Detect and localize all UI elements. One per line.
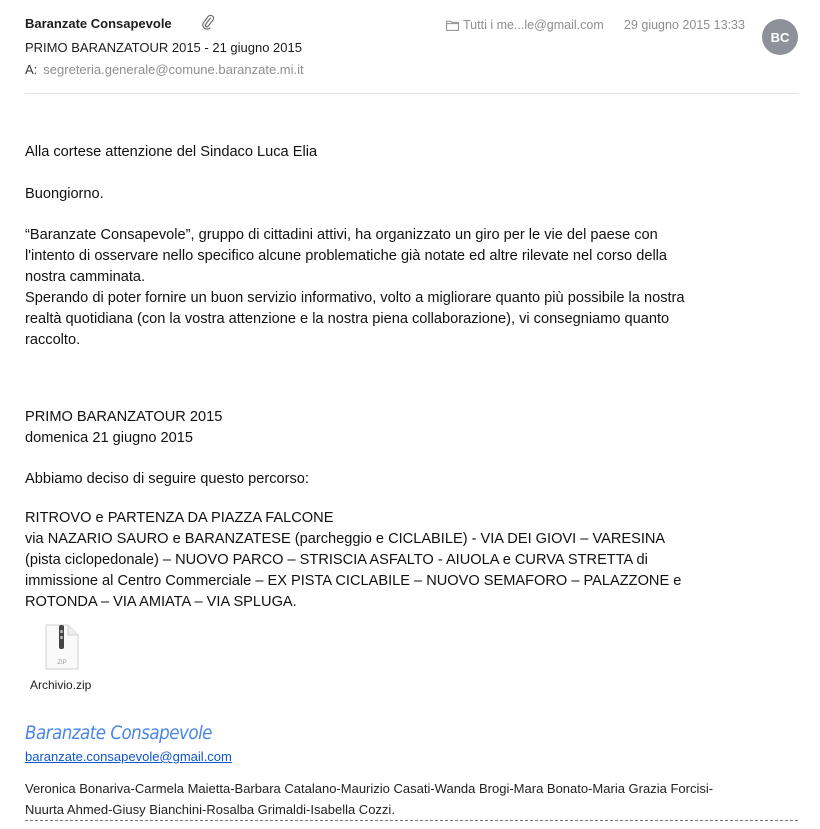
event-block bbox=[25, 407, 222, 449]
avatar[interactable]: BC bbox=[762, 19, 798, 55]
attachment-name: Archivio.zip bbox=[30, 678, 92, 692]
paragraph-line: Sperando di poter fornire un buon servizio informativo, volto a migliorare quanto più possibile la nostra bbox=[25, 290, 685, 306]
zip-type-label: ZIP bbox=[57, 660, 67, 666]
to-label: A: bbox=[25, 62, 38, 77]
folder-icon bbox=[446, 20, 459, 31]
greeting-line: Alla cortese attenzione del Sindaco Luca Elia bbox=[25, 144, 318, 160]
route-line: immissione al Centro Commerciale – EX PISTA CICLABILE – NUOVO SEMAFORO – PALAZZONE e bbox=[25, 573, 682, 589]
members-list bbox=[25, 778, 713, 820]
zip-file-icon bbox=[44, 624, 80, 670]
message-header bbox=[0, 0, 820, 94]
route-intro: Abbiamo deciso di seguire questo percorso: bbox=[25, 471, 309, 487]
paperclip-icon bbox=[201, 14, 215, 30]
intro-paragraph bbox=[25, 225, 685, 351]
mailbox-label[interactable] bbox=[446, 18, 604, 32]
header-divider bbox=[25, 93, 798, 94]
mailbox-name: Tutti i me...le@gmail.com bbox=[463, 18, 604, 32]
members-line: Nuurta Ahmed-Giusy Bianchini-Rosalba Grimaldi-Isabella Cozzi. bbox=[25, 802, 395, 817]
route-line: via NAZARIO SAURO e BARANZATESE (parcheggio e CICLABILE) - VIA DEI GIOVI – VARESINA bbox=[25, 531, 666, 547]
paragraph-line: nostra camminata. bbox=[25, 269, 146, 285]
event-date: domenica 21 giugno 2015 bbox=[25, 430, 193, 446]
route-line: RITROVO e PARTENZA DA PIAZZA FALCONE bbox=[25, 510, 334, 526]
subject-line: PRIMO BARANZATOUR 2015 - 21 giugno 2015 bbox=[25, 40, 302, 55]
hello-line: Buongiorno. bbox=[25, 186, 104, 202]
recipient-row bbox=[25, 62, 304, 77]
recipient-address[interactable]: segreteria.generale@comune.baranzate.mi.it bbox=[43, 62, 304, 77]
signature-name: Baranzate Consapevole bbox=[25, 722, 212, 744]
paragraph-line: “Baranzate Consapevole”, gruppo di cittadini attivi, ha organizzato un giro per le vie del paese con bbox=[25, 227, 658, 243]
route-line: (pista ciclopedonale) – NUOVO PARCO – STRISCIA ASFALTO - AIUOLA e CURVA STRETTA di bbox=[25, 552, 648, 568]
dashed-separator bbox=[25, 820, 798, 821]
members-line: Veronica Bonariva-Carmela Maietta-Barbara Catalano-Maurizio Casati-Wanda Brogi-Mara Bonato-Maria Grazia Forcisi- bbox=[25, 781, 714, 796]
attachment-archivio-zip[interactable] bbox=[30, 624, 102, 692]
route-line: ROTONDA – VIA AMIATA – VIA SPLUGA. bbox=[25, 594, 297, 610]
paragraph-line: l'intento di osservare nello specifico alcune problematiche già notate ed altre rilevate nel corso della bbox=[25, 248, 668, 264]
route-description bbox=[25, 508, 681, 613]
message-date: 29 giugno 2015 13:33 bbox=[624, 18, 745, 32]
paragraph-line: realtà quotidiana (con la vostra attenzione e la nostra piena collaborazione), vi consegniamo quanto bbox=[25, 311, 670, 327]
sender-name[interactable]: Baranzate Consapevole bbox=[25, 16, 172, 31]
event-title: PRIMO BARANZATOUR 2015 bbox=[25, 409, 223, 425]
signature-email-link[interactable]: baranzate.consapevole@gmail.com bbox=[25, 749, 232, 764]
paragraph-line: raccolto. bbox=[25, 332, 81, 348]
